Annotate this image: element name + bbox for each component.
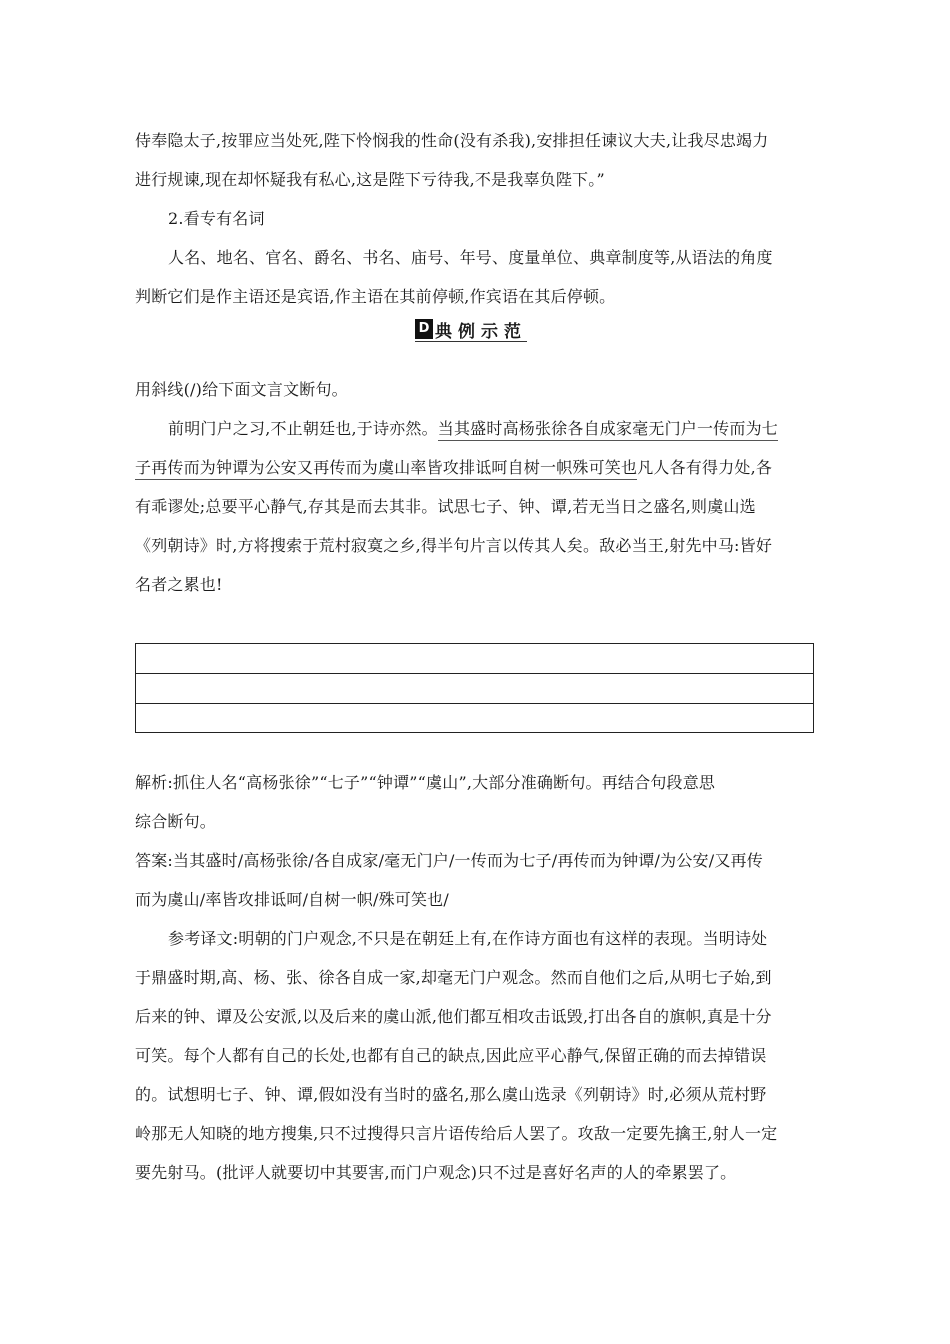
passage-line-1 xyxy=(168,416,778,439)
answer-box xyxy=(135,643,814,733)
section-2-title: 2.看专有名词 xyxy=(168,209,265,228)
answer-row[interactable] xyxy=(136,674,813,704)
d-badge-icon: D xyxy=(415,319,433,339)
passage-line-4: 《列朝诗》时,方将搜索于荒村寂寞之乡,得半句片言以传其人矣。敌必当王,射先中马:皆好 xyxy=(135,536,773,555)
analysis-line-1: 解析:抓住人名“高杨张徐”“七子”“钟谭”“虞山”,大部分准确断句。再结合句段意思 xyxy=(135,773,716,792)
translation-line-1: 参考译文:明朝的门户观念,不只是在朝廷上有,在作诗方面也有这样的表现。当明诗处 xyxy=(168,929,768,948)
analysis-line-2: 综合断句。 xyxy=(135,812,217,831)
answer-line-2: 而为虞山/率皆攻排诋呵/自树一帜/殊可笑也/ xyxy=(135,890,449,909)
example-heading-label: 典例示范 xyxy=(435,321,527,342)
answer-line-1: 答案:当其盛时/高杨张徐/各自成家/毫无门户/一传而为七子/再传而为钟谭/为公安/又再传 xyxy=(135,851,763,870)
translation-line-5: 的。试想明七子、钟、谭,假如没有当时的盛名,那么虞山选录《列朝诗》时,必须从荒村野 xyxy=(135,1085,767,1104)
passage-line-3: 有乖谬处;总要平心静气,存其是而去其非。试思七子、钟、谭,若无当日之盛名,则虞山选 xyxy=(135,497,756,516)
translation-line-7: 要先射马。(批评人就要切中其要害,而门户观念)只不过是喜好名声的人的牵累罢了。 xyxy=(135,1163,737,1182)
translation-line-3: 后来的钟、谭及公安派,以及后来的虞山派,他们都互相攻击诋毁,打出各自的旗帜,真是十分 xyxy=(135,1007,772,1026)
passage-line-2-plain: 凡人各有得力处,各 xyxy=(637,458,773,477)
translation-line-2: 于鼎盛时期,高、杨、张、徐各自成一家,却毫无门户观念。然而自他们之后,从明七子始,到 xyxy=(135,968,772,987)
passage-line-1-underlined: 当其盛时高杨张徐各自成家毫无门户一传而为七 xyxy=(438,419,778,441)
intro-line-1: 侍奉隐太子,按罪应当处死,陛下怜悯我的性命(没有杀我),安排担任谏议大夫,让我尽忠竭力 xyxy=(135,131,769,150)
instruction: 用斜线(/)给下面文言文断句。 xyxy=(135,380,348,399)
section-2-line-1: 人名、地名、官名、爵名、书名、庙号、年号、度量单位、典章制度等,从语法的角度 xyxy=(168,248,773,267)
passage-line-1-plain: 前明门户之习,不止朝廷也,于诗亦然。 xyxy=(168,419,438,438)
translation-line-4: 可笑。每个人都有自己的长处,也都有自己的缺点,因此应平心静气,保留正确的而去掉错误 xyxy=(135,1046,767,1065)
passage-line-5: 名者之累也! xyxy=(135,575,223,594)
passage-line-2 xyxy=(135,455,772,478)
example-heading xyxy=(415,318,527,342)
section-2-line-2: 判断它们是作主语还是宾语,作主语在其前停顿,作宾语在其后停顿。 xyxy=(135,287,616,306)
answer-row[interactable] xyxy=(136,704,813,734)
translation-line-6: 岭那无人知晓的地方搜集,只不过搜得只言片语传给后人罢了。攻敌一定要先擒王,射人一定 xyxy=(135,1124,778,1143)
answer-row[interactable] xyxy=(136,644,813,674)
passage-line-2-underlined: 子再传而为钟谭为公安又再传而为虞山率皆攻排诋呵自树一帜殊可笑也 xyxy=(135,458,637,480)
intro-line-2: 进行规谏,现在却怀疑我有私心,这是陛下亏待我,不是我辜负陛下。” xyxy=(135,170,605,189)
